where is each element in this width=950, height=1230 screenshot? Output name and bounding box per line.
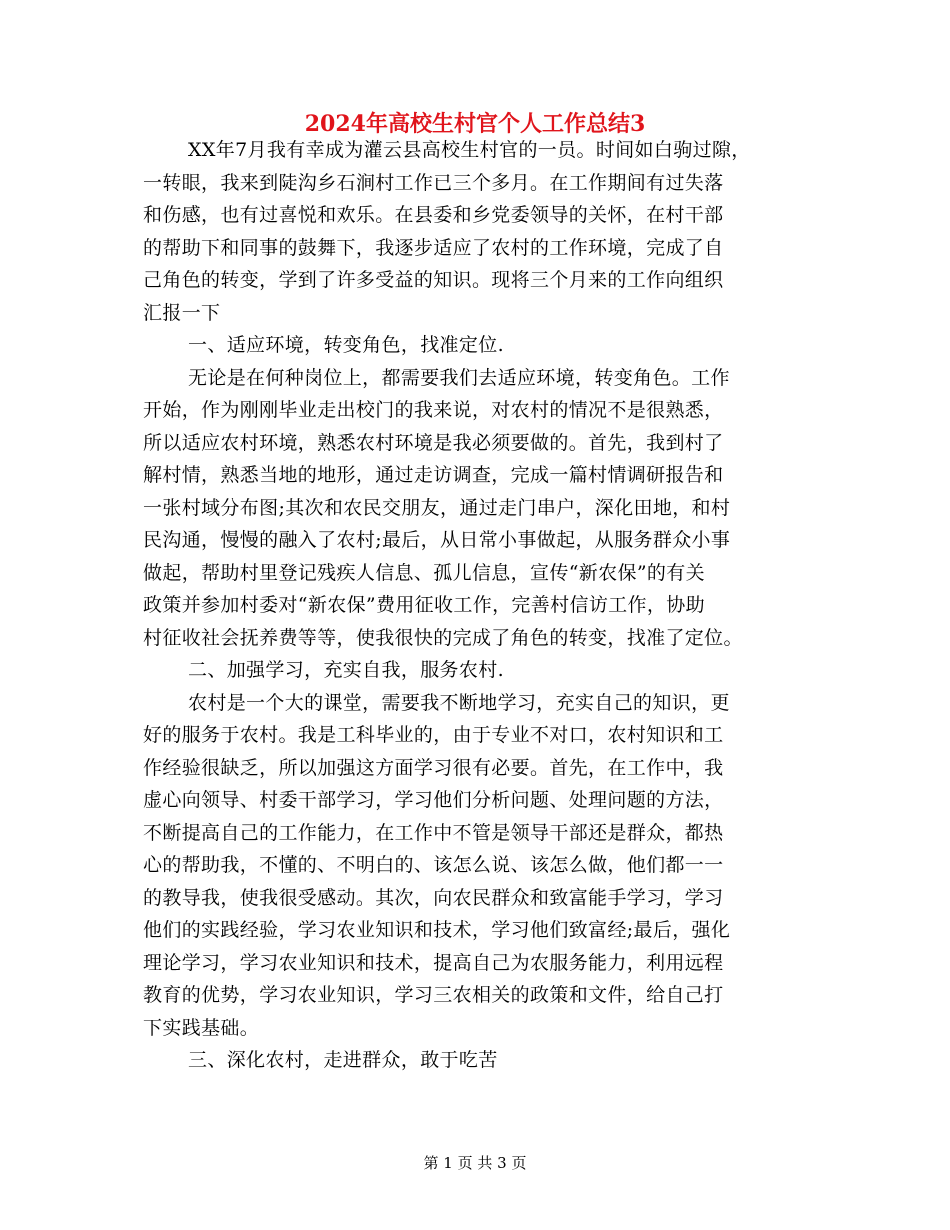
paragraph-line: 理论学习，学习农业知识和技术，提高自己为农服务能力，利用远程 xyxy=(143,951,724,974)
paragraph-line: 不断提高自己的工作能力，在工作中不管是领导干部还是群众，都热 xyxy=(143,821,724,844)
paragraph-line: 政策并参加村委对“新农保”费用征收工作，完善村信访工作，协助 xyxy=(143,594,705,616)
paragraph-line: 下实践基础。 xyxy=(143,1016,260,1039)
paragraph-line: 的教导我，使我很受感动。其次，向农民群众和致富能手学习，学习 xyxy=(143,886,724,909)
paragraph-line: 一转眼，我来到陡沟乡石涧村工作已三个多月。在工作期间有过失落 xyxy=(143,171,724,194)
paragraph-line: 好的服务于农村。我是工科毕业的，由于专业不对口，农村知识和工 xyxy=(143,724,724,746)
paragraph-line: 虚心向领导、村委干部学习，学习他们分析问题、处理问题的方法， xyxy=(143,789,724,811)
paragraph-line: 和伤感，也有过喜悦和欢乐。在县委和乡党委领导的关怀，在村干部 xyxy=(143,204,724,226)
paragraph-line: 一张村域分布图;其次和农民交朋友，通过走门串户，深化田地，和村 xyxy=(143,496,731,519)
page-number-footer: 第 1 页 共 3 页 xyxy=(423,1154,527,1172)
paragraph-line: 心的帮助我，不懂的、不明白的、该怎么说、该怎么做，他们都一一 xyxy=(143,854,724,876)
paragraph-line: 村征收社会抚养费等等，使我很快的完成了角色的转变，找准了定位。 xyxy=(143,626,743,649)
paragraph-line: 做起，帮助村里登记残疾人信息、孤儿信息，宣传“新农保”的有关 xyxy=(143,561,705,584)
section-heading: 一、适应环境，转变角色，找准定位. xyxy=(188,334,504,356)
document-body xyxy=(143,134,813,1077)
paragraph-line: 农村是一个大的课堂，需要我不断地学习，充实自己的知识，更 xyxy=(188,691,730,714)
paragraph-line: 解村情，熟悉当地的地形，通过走访调查，完成一篇村情调研报告和 xyxy=(143,464,724,486)
paragraph-line: 的帮助下和同事的鼓舞下，我逐步适应了农村的工作环境，完成了自 xyxy=(143,236,724,259)
section-heading: 三、深化农村，走进群众，敢于吃苦 xyxy=(188,1049,498,1071)
paragraph-line: 他们的实践经验，学习农业知识和技术，学习他们致富经;最后，强化 xyxy=(143,919,731,941)
paragraph-line: 教育的优势，学习农业知识，学习三农相关的政策和文件，给自己打 xyxy=(143,984,724,1006)
paragraph-line: 汇报一下 xyxy=(143,301,221,324)
paragraph-line: XX年7月我有幸成为灌云县高校生村官的一员。时间如白驹过隙， xyxy=(188,139,751,161)
section-heading: 二、加强学习，充实自我，服务农村. xyxy=(188,659,504,681)
paragraph-line: 己角色的转变，学到了许多受益的知识。现将三个月来的工作向组织 xyxy=(143,269,724,291)
paragraph-line: 所以适应农村环境，熟悉农村环境是我必须要做的。首先，我到村了 xyxy=(143,431,724,454)
document-title: 2024年高校生村官个人工作总结3 xyxy=(304,111,646,137)
paragraph-line: 民沟通，慢慢的融入了农村;最后，从日常小事做起，从服务群众小事 xyxy=(143,529,731,551)
paragraph-line: 无论是在何种岗位上，都需要我们去适应环境，转变角色。工作 xyxy=(188,366,730,389)
paragraph-line: 作经验很缺乏，所以加强这方面学习很有必要。首先，在工作中，我 xyxy=(143,756,724,779)
paragraph-line: 开始，作为刚刚毕业走出校门的我来说，对农村的情况不是很熟悉， xyxy=(143,399,724,421)
